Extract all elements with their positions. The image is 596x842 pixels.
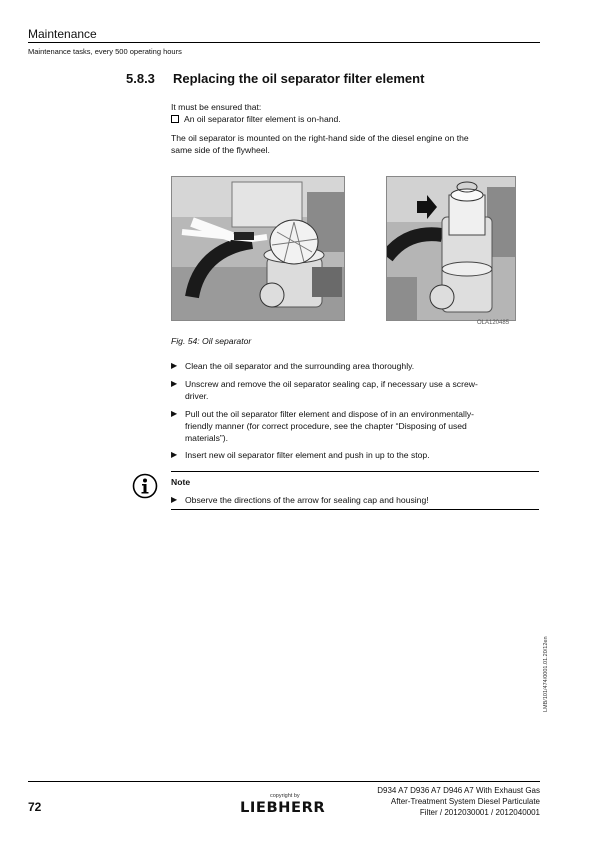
step-line: Insert new oil separator filter element and push in up to the stop. xyxy=(185,450,430,460)
step-item xyxy=(171,360,539,372)
check-item xyxy=(171,113,541,125)
section-number: 5.8.3 xyxy=(126,71,155,86)
header-title: Maintenance xyxy=(28,27,97,41)
note-bottom-rule xyxy=(171,509,539,510)
bullet-triangle-icon: ▶ xyxy=(171,409,178,418)
step-line: Unscrew and remove the oil separator sealing cap, if necessary use a screw- xyxy=(185,379,478,389)
step-line: friendly manner (for correct procedure, see the chapter “Disposing of used xyxy=(185,421,467,431)
copyright-text: copyright by xyxy=(270,793,300,799)
intro-paragraph-line-1: The oil separator is mounted on the right-hand side of the diesel engine on the xyxy=(171,133,469,143)
intro-line: It must be ensured that: xyxy=(171,102,262,112)
step-line: Clean the oil separator and the surrounding area thoroughly. xyxy=(185,361,415,371)
note-title: Note xyxy=(171,477,191,487)
footer-product-info xyxy=(377,785,540,818)
intro-paragraph-line-2: same side of the flywheel. xyxy=(171,145,270,155)
step-item xyxy=(171,449,539,461)
step-line: Pull out the oil separator filter element and dispose of in an environmentally- xyxy=(185,409,475,419)
footer-rule xyxy=(28,781,540,782)
step-line: driver. xyxy=(185,391,209,401)
bullet-triangle-icon: ▶ xyxy=(171,450,178,459)
oil-separator-photo-left xyxy=(171,176,345,321)
page-number: 72 xyxy=(28,800,42,814)
liebherr-logo: LIEBHERR xyxy=(240,800,326,816)
document-code: LMB/101/474/0001.01.20/12en xyxy=(543,636,549,712)
footer-line: After-Treatment System Diesel Particulate xyxy=(390,797,540,806)
check-item-text: An oil separator filter element is on-hand. xyxy=(184,114,341,124)
header-rule xyxy=(28,42,540,43)
note-text: Observe the directions of the arrow for sealing cap and housing! xyxy=(185,495,429,505)
info-icon xyxy=(132,473,158,499)
footer-line: Filter / 2012030001 / 2012040001 xyxy=(419,808,540,817)
bullet-triangle-icon: ▶ xyxy=(171,379,178,388)
figure-caption: Fig. 54: Oil separator xyxy=(171,336,252,346)
note-item xyxy=(171,494,539,506)
header-subtitle: Maintenance tasks, every 500 operating hours xyxy=(28,47,182,56)
bullet-triangle-icon: ▶ xyxy=(171,495,178,504)
oil-separator-photo-right xyxy=(386,176,516,321)
bullet-triangle-icon: ▶ xyxy=(171,361,178,370)
note-top-rule xyxy=(171,471,539,472)
section-title: Replacing the oil separator filter element xyxy=(173,71,425,86)
footer-line: D934 A7 D936 A7 D946 A7 With Exhaust Gas xyxy=(377,786,540,795)
figure-id: OLA120485 xyxy=(477,320,510,326)
step-line: materials”). xyxy=(185,433,228,443)
checkbox-icon xyxy=(171,115,179,123)
step-item xyxy=(171,378,539,402)
step-item xyxy=(171,408,539,444)
